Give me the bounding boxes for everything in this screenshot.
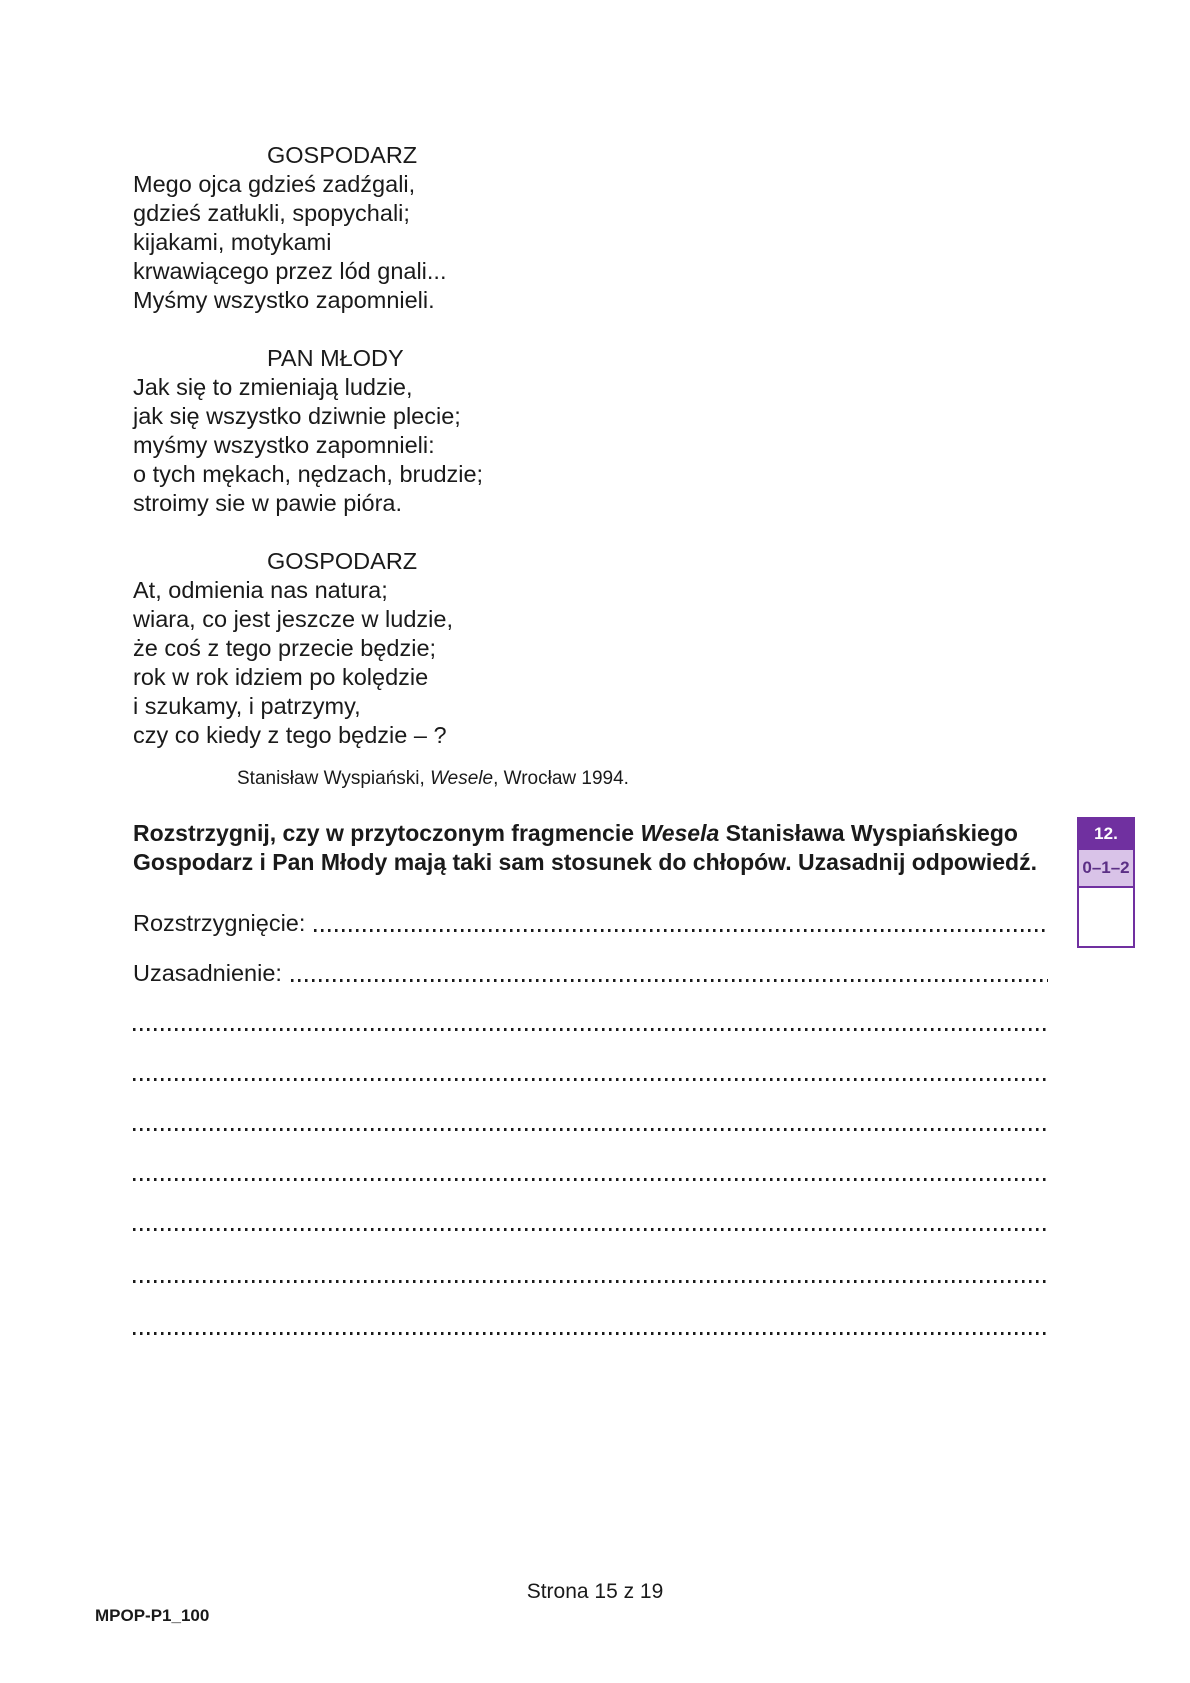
answer-line [133,1332,1048,1335]
answer-line [314,929,1048,932]
answer-decision-row [133,908,1048,938]
poem-line: stroimy sie w pawie pióra. [133,490,403,516]
task-score-badge [1077,817,1135,948]
poem-line: kijakami, motykami [133,229,332,255]
poem-line: myśmy wszystko zapomnieli: [133,432,435,458]
source-publication: , Wrocław 1994. [493,768,629,789]
answer-line [291,979,1048,982]
poem-line: jak się wszystko dziwnie plecie; [133,403,461,429]
page-number: Strona 15 z 19 [526,1580,664,1603]
poem-line: wiara, co jest jeszcze w ludzie, [133,606,453,632]
task-number: 12. [1079,819,1133,848]
justification-label: Uzasadnienie: [133,960,282,986]
poem-line: o tych mękach, nędzach, brudzie; [133,461,484,487]
stanza-speaker: GOSPODARZ [267,142,418,168]
answer-line [133,1028,1048,1031]
poem-line: że coś z tego przecie będzie; [133,635,437,661]
poem-stanza [133,344,1048,518]
stanza-speaker: PAN MŁODY [267,345,404,371]
poem-line: czy co kiedy z tego będzie – ? [133,722,447,748]
task-question [133,819,1048,877]
answer-line [133,1228,1048,1231]
answer-justification-row [133,958,1048,988]
task-question-line2: Gospodarz i Pan Młody mają taki sam stosunek do chłopów. Uzasadnij odpowiedź. [133,849,1037,875]
score-box [1079,886,1133,946]
poem-line: At, odmienia nas natura; [133,577,388,603]
answer-line [133,1178,1048,1181]
poem-line: Myśmy wszystko zapomnieli. [133,287,435,313]
poem-line: Mego ojca gdzieś zadźgali, [133,171,416,197]
source-attribution [237,767,629,790]
poem-stanza [133,547,1048,750]
poem-line: i szukamy, i patrzymy, [133,693,361,719]
poem-line: Jak się to zmieniają ludzie, [133,374,413,400]
form-code: MPOP-P1_100 [95,1606,210,1625]
poem-line: krwawiącego przez lód gnali... [133,258,447,284]
question-title-reference: Wesela [640,820,720,846]
decision-label: Rozstrzygnięcie: [133,910,306,936]
answer-line [133,1078,1048,1081]
poem-stanza [133,141,1048,315]
points-range: 0–1–2 [1079,848,1133,886]
source-title: Wesele [430,768,494,789]
source-author: Stanisław Wyspiański, [237,768,431,789]
answer-line [133,1128,1048,1131]
task-question-line1 [133,819,1048,848]
poem-line: gdzieś zatłukli, spopychali; [133,200,410,226]
answer-line [133,1280,1048,1283]
question-text: Stanisława Wyspiańskiego [719,820,1018,846]
poem-line: rok w rok idziem po kolędzie [133,664,429,690]
poem-excerpt [133,141,1048,750]
question-text: Rozstrzygnij, czy w przytoczonym fragmencie [133,820,641,846]
stanza-speaker: GOSPODARZ [267,548,418,574]
